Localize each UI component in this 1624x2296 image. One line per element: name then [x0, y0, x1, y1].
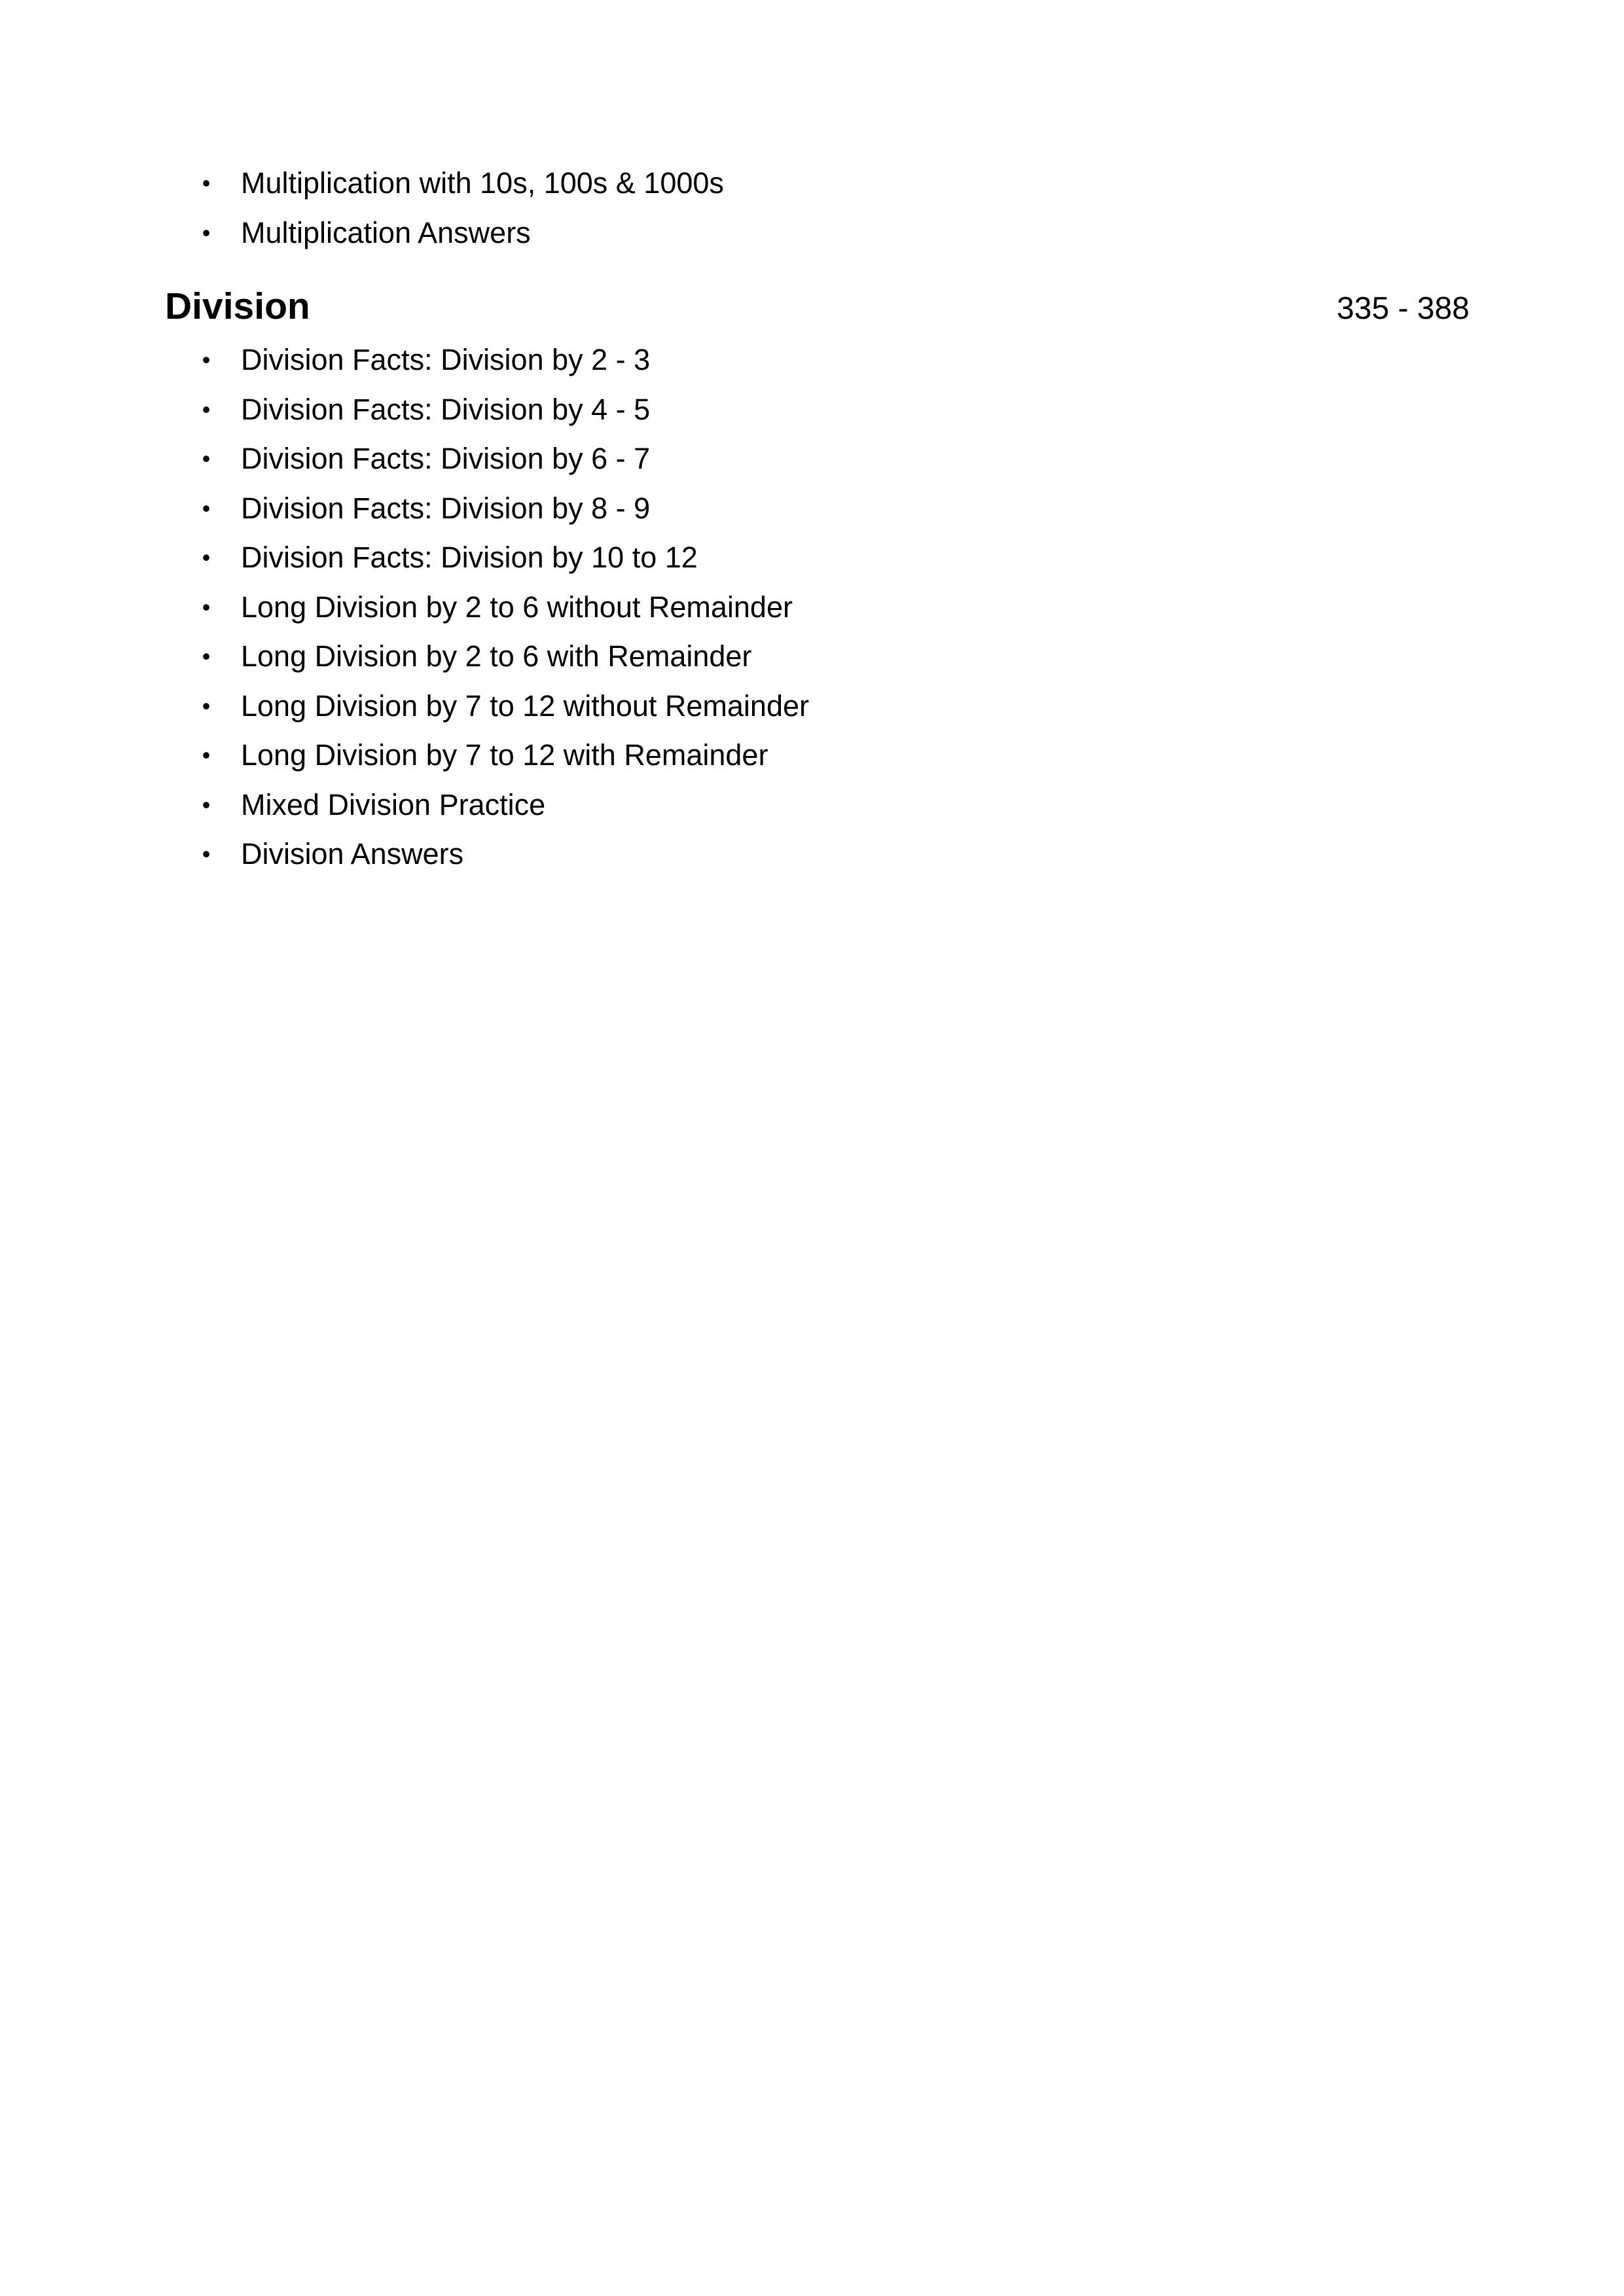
bullet-icon: •: [202, 643, 211, 670]
bullet-icon: •: [202, 219, 211, 246]
topic-label: Long Division by 2 to 6 without Remainder: [241, 590, 793, 624]
bullet-icon: •: [202, 692, 211, 719]
topic-label: Division Facts: Division by 2 - 3: [241, 343, 651, 376]
bullet-icon: •: [202, 840, 211, 867]
topic-label: Long Division by 7 to 12 without Remainder: [241, 689, 809, 723]
bullet-icon: •: [202, 791, 211, 818]
topic-label: Long Division by 7 to 12 with Remainder: [241, 738, 768, 772]
topic-label: Division Answers: [241, 837, 464, 870]
bullet-icon: •: [202, 593, 211, 620]
topic-label: Division Facts: Division by 4 - 5: [241, 392, 651, 426]
bullet-icon: •: [202, 445, 211, 472]
bullet-icon: •: [202, 170, 211, 196]
bullet-icon: •: [202, 742, 211, 768]
topic-label: Multiplication with 10s, 100s & 1000s: [241, 166, 724, 200]
section-page-range: 335 - 388: [1337, 291, 1470, 326]
topic-label: Long Division by 2 to 6 with Remainder: [241, 639, 752, 673]
bullet-icon: •: [202, 544, 211, 571]
topic-label: Division Facts: Division by 8 - 9: [241, 491, 651, 525]
topic-label: Division Facts: Division by 10 to 12: [241, 541, 698, 574]
topic-label: Mixed Division Practice: [241, 787, 546, 821]
bullet-icon: •: [202, 494, 211, 522]
topic-label: Multiplication Answers: [241, 215, 531, 249]
bullet-icon: •: [202, 346, 211, 373]
division-section-header: [0, 280, 1624, 332]
topic-label: Division Facts: Division by 6 - 7: [241, 442, 651, 475]
bullet-icon: •: [202, 395, 211, 423]
section-title: Division: [165, 285, 310, 327]
